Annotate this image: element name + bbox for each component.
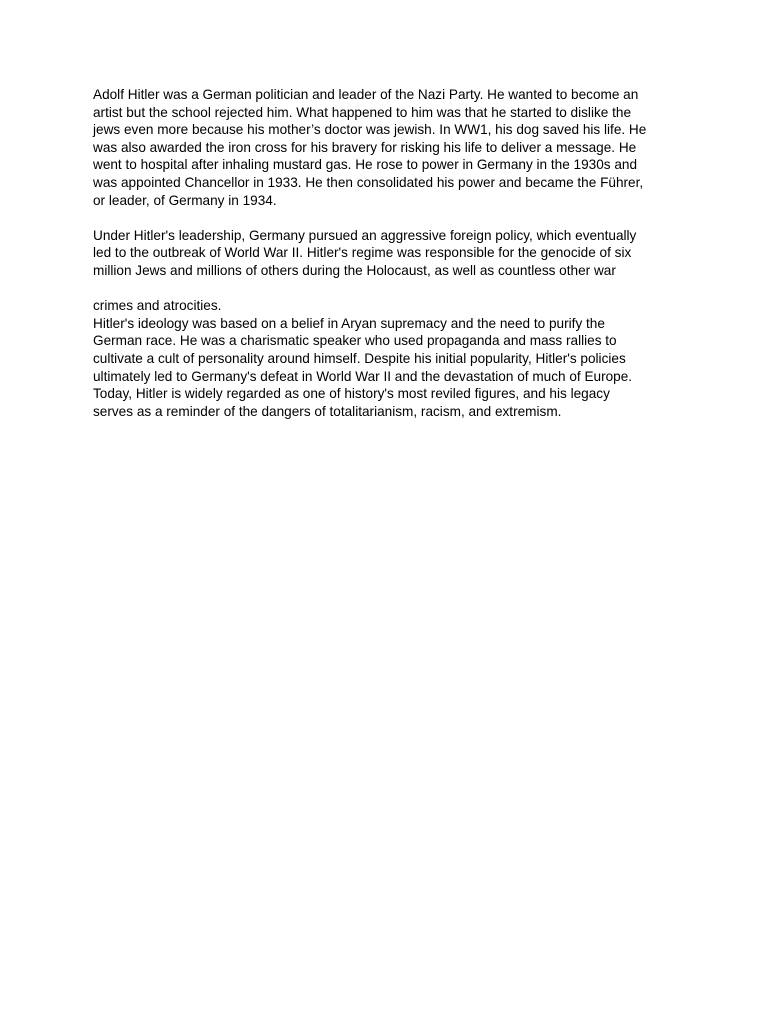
paragraph-line: Adolf Hitler was a German politician and leader of the Nazi Party. He wanted to become an: [93, 87, 639, 102]
paragraph-line: jews even more because his mother’s doctor was jewish. In WW1, his dog saved his life. He: [93, 122, 647, 138]
paragraph-line: artist but the school rejected him. What happened to him was that he started to dislike the: [93, 104, 632, 120]
paragraph-1: [93, 86, 683, 209]
paragraph-line: was appointed Chancellor in 1933. He then consolidated his power and became the Führer,: [93, 174, 644, 190]
paragraph-line: was also awarded the iron cross for his bravery for risking his life to deliver a message. He: [93, 139, 637, 155]
paragraph-spacer: [93, 209, 683, 227]
document-body: [93, 86, 683, 420]
paragraph-line: or leader, of Germany in 1934.: [93, 192, 277, 208]
paragraph-line: crimes and atrocities.: [93, 298, 222, 314]
paragraph-3: [93, 297, 683, 420]
paragraph-spacer: [93, 280, 683, 298]
paragraph-line: ultimately led to Germany's defeat in World War II and the devastation of much of Europe.: [93, 368, 633, 384]
paragraph-line: went to hospital after inhaling mustard gas. He rose to power in Germany in the 1930s and: [93, 157, 638, 173]
paragraph-line: Under Hitler's leadership, Germany pursued an aggressive foreign policy, which eventually: [93, 227, 637, 243]
paragraph-line: cultivate a cult of personality around himself. Despite his initial popularity, Hitler's policies: [93, 350, 626, 366]
paragraph-line: led to the outbreak of World War II. Hitler's regime was responsible for the genocide of six: [93, 245, 632, 261]
paragraph-2: [93, 227, 683, 280]
paragraph-line: Today, Hitler is widely regarded as one of history's most reviled figures, and his legacy: [93, 386, 610, 402]
paragraph-line: serves as a reminder of the dangers of totalitarianism, racism, and extremism.: [93, 403, 562, 419]
paragraph-line: Hitler's ideology was based on a belief in Aryan supremacy and the need to purify the: [93, 315, 605, 331]
paragraph-line: million Jews and millions of others during the Holocaust, as well as countless other war: [93, 262, 616, 278]
paragraph-line: German race. He was a charismatic speaker who used propaganda and mass rallies to: [93, 333, 617, 349]
